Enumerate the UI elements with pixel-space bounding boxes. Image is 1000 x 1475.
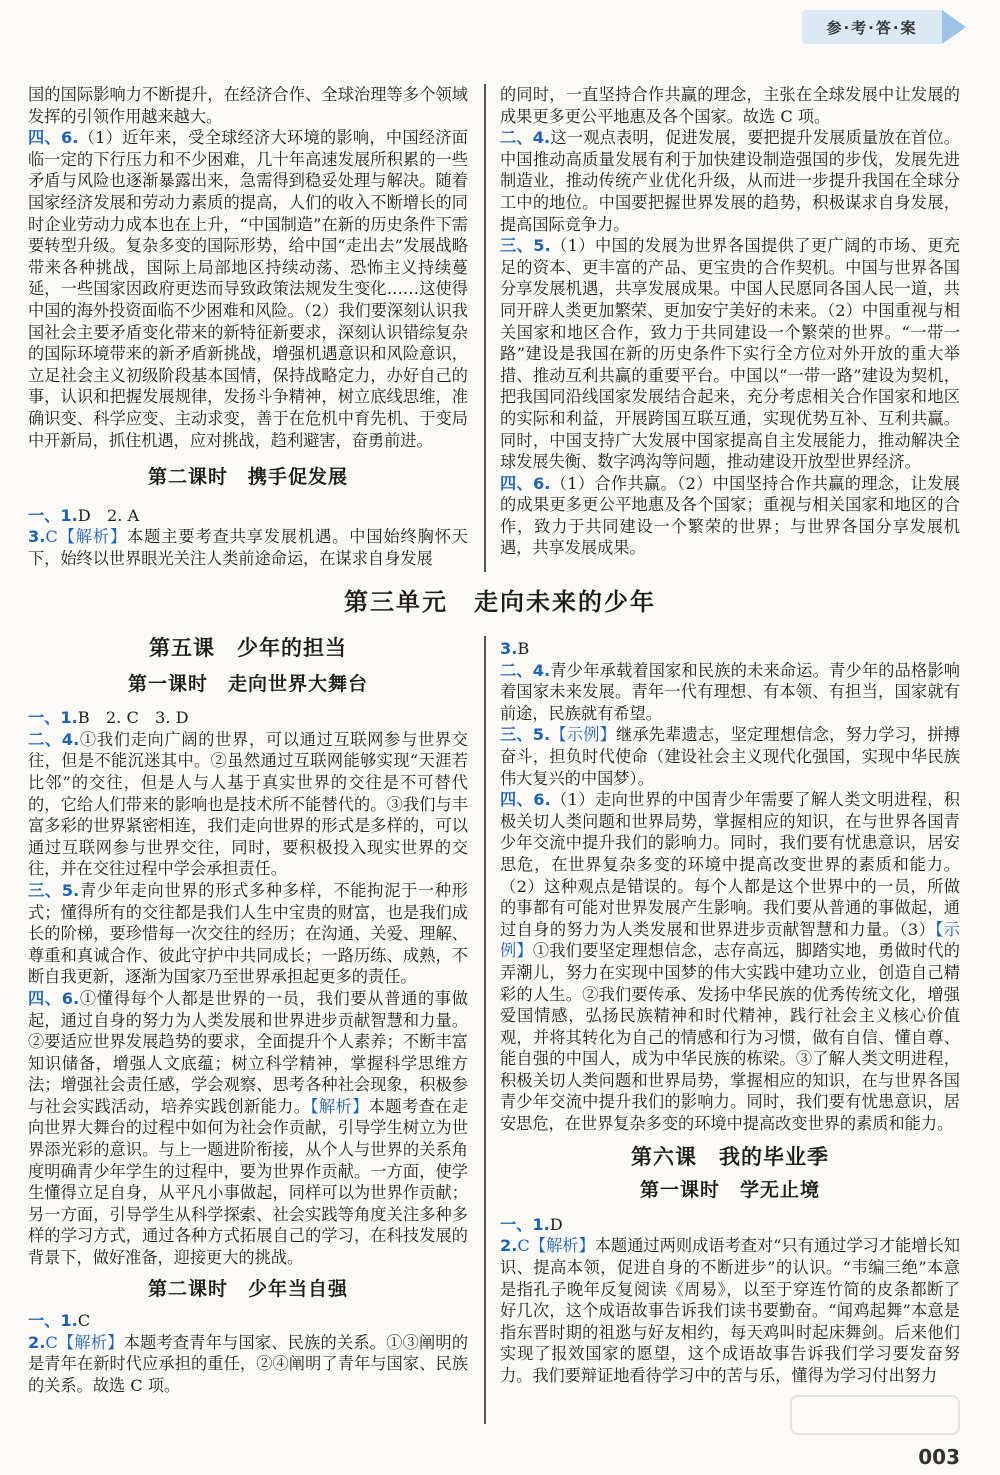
unit-title: 第三单元 走向未来的少年	[344, 588, 656, 616]
bottom-left-column	[28, 638, 468, 1397]
paragraph: 的同时，一直坚持合作共赢的理念，主张在全球发展中让发展的成果更多更公平地惠及各个国家。故选 C 项。	[500, 85, 960, 126]
answer-item: 二、4.①我们走向广阔的世界，可以通过互联网参与世界交往，但是不能沉迷其中。②虽然通过互联网能够实现“天涯若比邻”的交往，但是人与人基于真实世界的交往是不可替代的，它给人们带来的影响也是技术所不能替代的。③我们与丰富多彩的世界紧密相连，我们走向世界的形式是多样的，可以通过互联网参与世界交往，同时，要积极投入现实世界的交往，并在交往过程中学会承担责任。	[28, 729, 468, 879]
answer-item: 2.C【解析】本题考查青年与国家、民族的关系。①③阐明的是青年在新时代应承担的重任，②④阐明了青年与国家、民族的关系。故选 C 项。	[28, 1332, 469, 1395]
answer-item: 一、1.C	[28, 1311, 91, 1331]
top-left-column	[28, 84, 468, 569]
column-divider	[484, 84, 486, 572]
top-right-column	[500, 84, 960, 559]
section-title: 第一课时 走向世界大舞台	[127, 672, 368, 695]
answer-item: 二、4.青少年承载着国家和民族的未来命运。青少年的品格影响着国家未来发展。青年一代有理想、有本领、有担当，国家就有前途，民族就有希望。	[500, 660, 960, 723]
answer-item: 四、6.（1）走向世界的中国青少年需要了解人类文明进程，积极关切人类问题和世界局势，掌握相应的知识，在与世界各国青少年交流中提升我们的影响力。同时，我们要有忧患意识，居安思危，在世界复杂多变的环境中提高改变世界的素质和能力。（2）这种观点是错误的。每个人都是这个世界中的一员，所做的事都有可能对世界发展产生影响。我们要从普通的事做起，通过自身的努力为人类发展和世界进步贡献智慧和力量。（3）【示例】①我们要坚定理想信念，志存高远，脚踏实地，勇做时代的弄潮儿，努力在实现中国梦的伟大实践中建功立业，创造自己精彩的人生。②我们要传承、发扬中华民族的优秀传统文化，增强爱国情感，弘扬民族精神和时代精神，践行社会主义核心价值观，并将其转化为自己的情感和行为习惯，做有自信、懂自尊、能自强的中国人，成为中华民族的栋梁。③了解人类文明进程，积极关切人类问题和世界局势，掌握相应的知识，在与世界各国青少年交流中提升我们的影响力。同时，我们要有忧患意识，居安思危，在世界复杂多变的环境中提高改变世界的素质和能力。	[500, 790, 960, 1134]
section-title: 第一课时 学无止境	[639, 1179, 820, 1202]
answer-item: 四、6.（1）近年来，受全球经济大环境的影响，中国经济面临一定的下行压力和不少困难，几十年高速发展所积累的一些矛盾与风险也逐渐暴露出来，急需得到稳妥处理与解决。随着国家经济发展和劳动力素质的提高，人们的收入不断增长的同时企业劳动力成本也在上升，“中国制造”在新的历史条件下需要转型升级。复杂多变的国际形势，给中国“走出去”发展战略带来各种挑战，国际上局部地区持续动荡、恐怖主义持续蔓延，一些国家因政府更迭而导致政策法规发生变化……这使得中国的海外投资面临不少困难和风险。（2）我们要深刻认识我国社会主要矛盾变化带来的新特征新要求，深刻认识错综复杂的国际环境带来的新矛盾新挑战，增强机遇意识和风险意识，立足社会主义初级阶段基本国情，保持战略定力，办好自己的事，认识和把握发展规律，发扬斗争精神，树立底线思维，准确识变、科学应变、主动求变，善于在危机中育先机、于变局中开新局，抓住机遇，应对挑战，趋利避害，奋勇前进。	[28, 128, 468, 450]
answer-item: 一、1.B 2. C 3. D	[28, 708, 189, 728]
section-title: 第二课时 携手促发展	[147, 466, 348, 489]
section-title: 第二课时 少年当自强	[147, 1277, 348, 1300]
answer-item: 2.C【解析】本题通过两则成语考查对“只有通过学习才能增长知识、提高本领，促进自身的不断进步”的认识。“韦编三绝”本意是指孔子晚年反复阅读《周易》，以至于穿连竹简的皮条都断了好几次，这个成语故事告诉我们读书要勤奋。“闻鸡起舞”本意是指东晋时期的祖逖与好友相约，每天鸡叫时起床舞剑。后来他们实现了报效国家的愿望，这个成语故事告诉我们学习要发奋努力。我们要辩证地看待学习中的苦与乐，懂得为学习付出努力	[500, 1236, 960, 1385]
header-arrow-icon	[942, 10, 966, 44]
page-number: 003	[918, 1445, 960, 1469]
answer-item: 三、5.【示例】继承先辈遗志，坚定理想信念，努力学习，拼搏奋斗，担负时代使命（建设社会主义现代化强国，实现中华民族伟大复兴的中国梦）。	[500, 725, 961, 788]
answer-item: 二、4.这一观点表明，促进发展，要把提升发展质量放在首位。中国推动高质量发展有利于加快建设制造强国的步伐，发展先进制造业，推动传统产业优化升级，从而进一步提升我国在全球分工中的地位。中国要把握世界发展的趋势，积极谋求自身发展，提高国际竞争力。	[500, 128, 960, 234]
lesson-title: 第六课 我的毕业季	[631, 1144, 829, 1169]
watermark-logo	[790, 1395, 960, 1435]
answer-item: 3.B	[500, 639, 530, 658]
answer-item: 一、1.D	[500, 1214, 563, 1234]
answer-item: 三、5.青少年走向世界的形式多种多样，不能拘泥于一种形式；懂得所有的交往都是我们人生中宝贵的财富，也是我们成长的阶梯，要珍惜每一次交往的经历；在沟通、关爱、理解、尊重和真诚合作、彼此守护中共同成长；一路历练、成熟，不断自我更新，逐渐为国家乃至世界承担起更多的责任。	[28, 880, 468, 987]
answer-item: 四、6.①懂得每个人都是世界的一员，我们要从普通的事做起，通过自身的努力为人类发展和世界进步贡献智慧和力量。②要适应世界发展趋势的要求，全面提升个人素养；不断丰富知识储备，增强人文底蕴；树立科学精神，掌握科学思维方法；增强社会责任感，学会观察、思考各种社会现象，积极参与社会实践活动，培养实践创新能力。【解析】本题考查在走向世界大舞台的过程中如何为社会作贡献，引导学生树立为世界添光彩的意识。与上一题进阶衔接，从个人与世界的关系角度明确青少年学生的过程中，要为世界作贡献。一方面，使学生懂得立足自身，从平凡小事做起，同样可以为世界作贡献；另一方面，引导学生从科学探索、社会实践等角度关注多种多样的学习方式，通过各种方式拓展自己的学习，在科技发展的背景下，做好准备，迎接更大的挑战。	[28, 988, 469, 1268]
answer-item: 一、1.D 2. A	[28, 505, 140, 525]
answer-item: 3.C【解析】本题主要考查共享发展机遇。中国始终胸怀天下，始终以世界眼光关注人类前途命运，在谋求自身发展	[28, 527, 468, 568]
paragraph: 国的国际影响力不断提升，在经济合作、全球治理等多个领域发挥的引领作用越来越大。	[28, 85, 468, 126]
answer-item: 四、6.（1）合作共赢。（2）中国坚持合作共赢的理念，让发展的成果更多更公平地惠及各个国家；重视与相关国家和地区的合作，致力于共同建设一个繁荣的世界；与世界各国分享发展机遇，共享发展成果。	[500, 473, 960, 558]
answer-item: 三、5.（1）中国的发展为世界各国提供了更广阔的市场、更充足的资本、更丰富的产品、更宝贵的合作契机。中国与世界各国分享发展机遇，共享发展成果。中国人民愿同各国人民一道，共同开辟人类更加繁荣、更加安宁美好的未来。（2）中国重视与相关国家和地区合作，致力于共同建设一个繁荣的世界。“一带一路”建设是我国在新的历史条件下实行全方位对外开放的重大举措、推动互利共赢的重要平台。中国以“一带一路”建设为契机，把我国同沿线国家发展结合起来，充分考虑相关合作国家和地区的实际和利益，开展跨国互联互通，实现优势互补、互利共赢。同时，中国支持广大发展中国家提高自主发展能力，推动解决全球发展失衡、数字鸿沟等问题，推动建设开放型世界经济。	[500, 236, 960, 472]
bottom-right-column	[500, 638, 960, 1387]
column-divider	[484, 636, 486, 1424]
header-tab: 参·考·答·案	[802, 10, 942, 44]
lesson-title: 第五课 少年的担当	[149, 636, 347, 660]
